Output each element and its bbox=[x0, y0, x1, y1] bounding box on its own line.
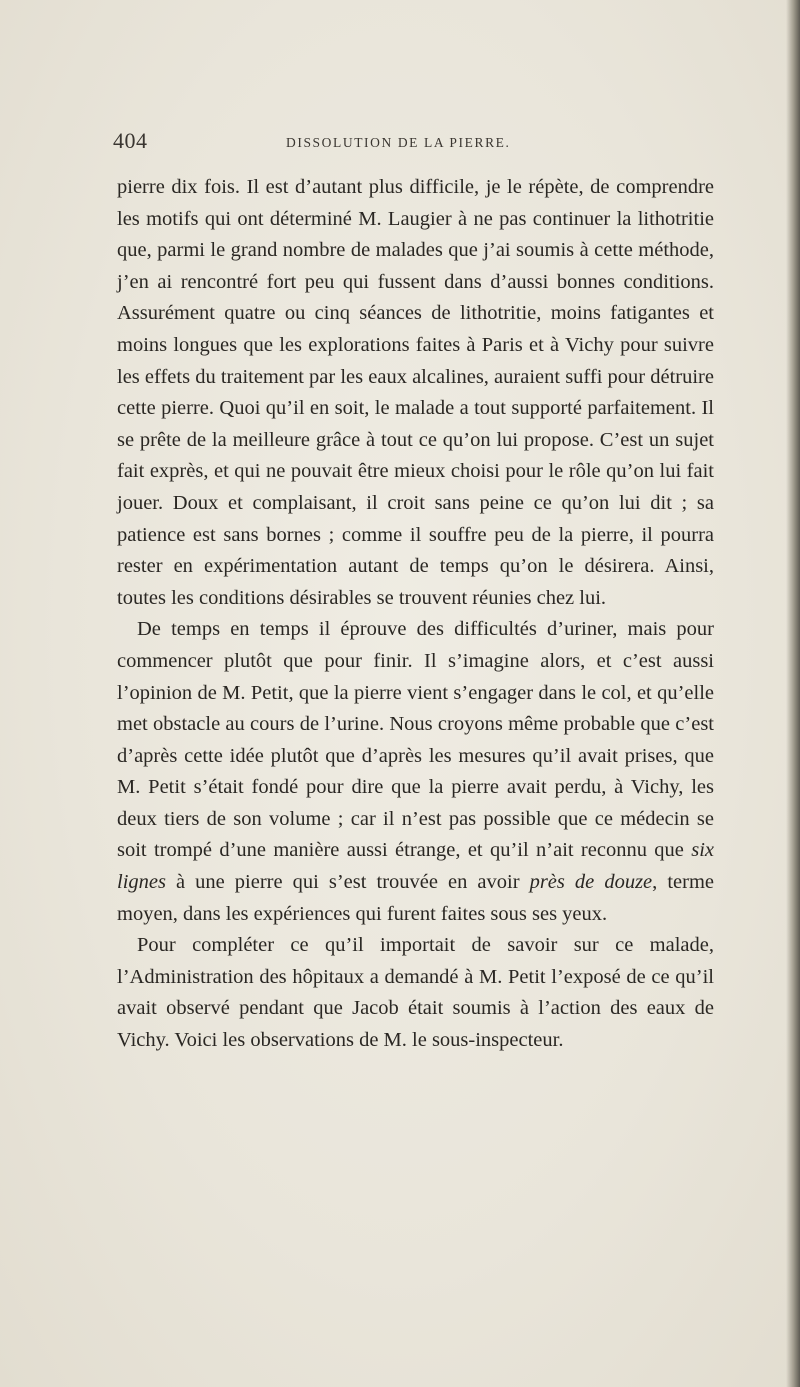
paragraph-2 bbox=[117, 614, 714, 930]
page-number: 404 bbox=[113, 128, 148, 153]
running-head-title: DISSOLUTION DE LA PIERRE. bbox=[286, 135, 511, 150]
paragraph-1: pierre dix fois. Il est d’autant plus difficile, je le répète, de comprendre les motifs qui ont déterminé M. Laugier à ne pas continuer la lithotritie que, parmi le grand nombre de malades que j’ai soumis à cette méthode, j’en ai rencontré fort peu qui fussent dans d’aussi bonnes conditions. Assurément quatre ou cinq séances de lithotritie, moins fatigantes et moins longues que les explorations faites à Paris et à Vichy pour suivre les effets du traitement par les eaux alcalines, auraient suffi pour détruire cette pierre. Quoi qu’il en soit, le malade a tout supporté parfaitement. Il se prête de la meilleure grâce à tout ce qu’on lui propose. C’est un sujet fait exprès, et qui ne pouvait être mieux choisi pour le rôle qu’on lui fait jouer. Doux et complaisant, il croit sans peine ce qu’on lui dit ; sa patience est sans bornes ; comme il souffre peu de la pierre, il pourra rester en expérimentation autant de temps qu’on le désirera. Ainsi, toutes les conditions désirables se trouvent réunies chez lui. bbox=[117, 176, 714, 609]
paragraph-2-text-b: à une pierre qui s’est trouvée en avoir bbox=[165, 871, 530, 894]
paragraph-2-italic-six-lignes: six lignes bbox=[117, 839, 714, 894]
page-edge-shadow bbox=[786, 0, 800, 1387]
paragraph-2-text-c: , terme moyen, dans les expériences qui furent faites sous ses yeux. bbox=[117, 871, 714, 925]
running-head bbox=[113, 128, 733, 158]
paragraph-2-italic-pres-de-douze: près de douze bbox=[529, 871, 653, 894]
paragraph-2-text-a: De temps en temps il éprouve des difficultés d’uriner, mais pour commencer plutôt que pour finir. Il s’imagine alors, et c’est aussi l’opinion de M. Petit, que la pierre vient s’engager dans le col, et qu’elle met obstacle au cours de l’urine. Nous croyons même probable que c’est d’après cette idée plutôt que d’après les mesures qu’il avait prises, que M. Petit s’était fondé pour dire que la pierre avait perdu, à Vichy, les deux tiers de son volume ; car il n’est pas possible que ce médecin se soit trompé d’une manière aussi étrange, et qu’il n’ait reconnu que bbox=[117, 618, 714, 862]
body-text bbox=[117, 172, 714, 1057]
paragraph-3: Pour compléter ce qu’il importait de savoir sur ce malade, l’Administration des hôpitaux a demandé à M. Petit l’exposé de ce qu’il avait observé pendant que Jacob était soumis à l’action des eaux de Vichy. Voici les observations de M. le sous-inspecteur. bbox=[117, 934, 714, 1052]
